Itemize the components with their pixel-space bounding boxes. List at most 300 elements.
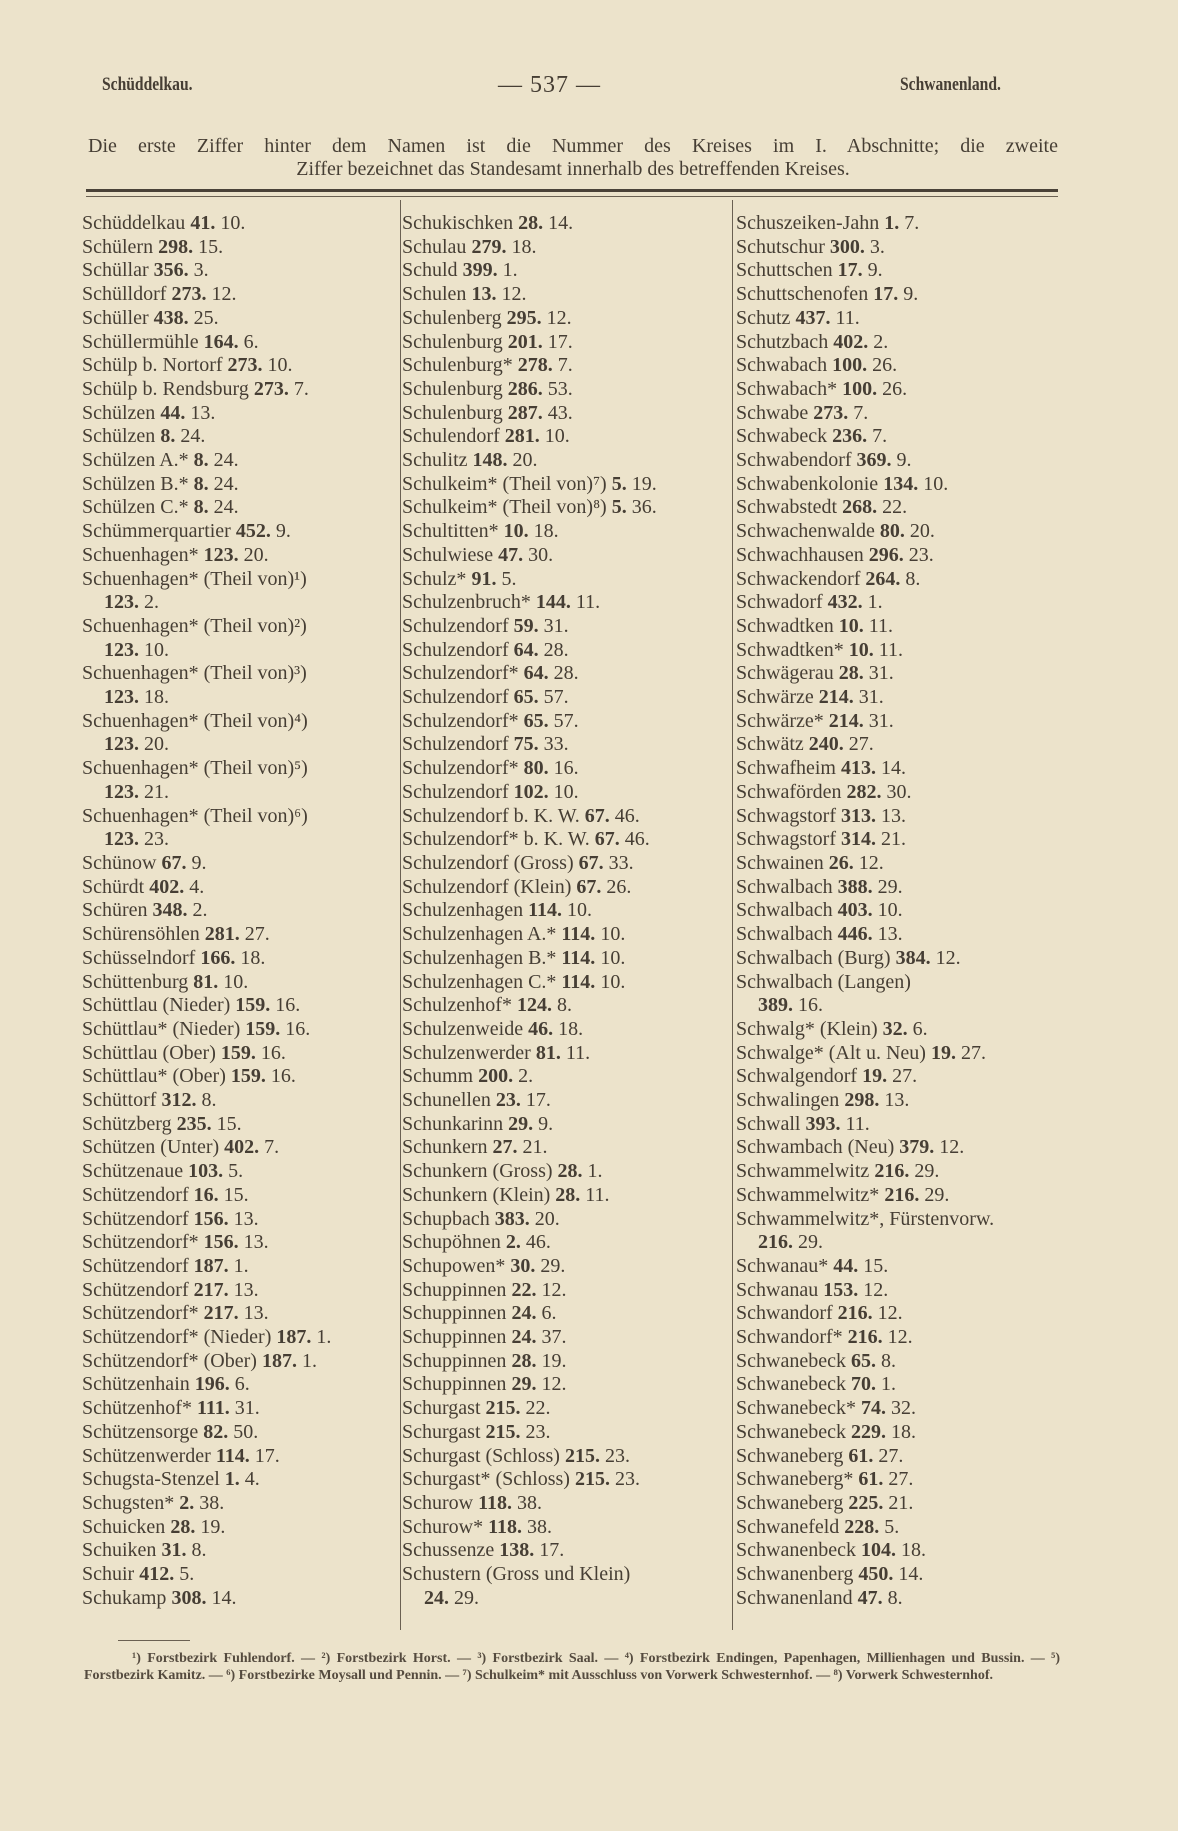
index-entry xyxy=(736,1326,1061,1350)
registry-number: 8. xyxy=(905,567,921,590)
place-name: Schwandorf* xyxy=(736,1326,843,1349)
registry-number: 10. xyxy=(600,970,626,993)
place-name: Schulzendorf xyxy=(402,733,509,756)
index-entry xyxy=(736,757,1061,781)
district-number: 28. xyxy=(838,662,864,685)
index-entry xyxy=(402,331,727,355)
index-entry xyxy=(402,757,727,781)
place-name: Schüttlau (Ober) xyxy=(82,1041,216,1064)
registry-number: 1. xyxy=(301,1349,317,1372)
place-name: Schwalge* (Alt u. Neu) xyxy=(736,1041,926,1064)
place-name: Schulenburg xyxy=(402,330,503,353)
index-entry xyxy=(82,568,407,615)
place-name: Schulkeim* (Theil von)⁸) xyxy=(402,496,607,519)
district-number: 312. xyxy=(161,1089,197,1112)
place-name: Schulzendorf xyxy=(402,614,509,637)
registry-number: 3. xyxy=(193,259,209,282)
place-name: Schwanebeck xyxy=(736,1373,846,1396)
district-number: 216. xyxy=(884,1183,920,1206)
entry-continuation xyxy=(82,733,407,757)
district-number: 215. xyxy=(485,1397,521,1420)
registry-number: 3. xyxy=(869,235,885,258)
registry-number: 15. xyxy=(863,1254,889,1277)
place-name: Schulzendorf xyxy=(402,638,509,661)
place-name: Schulzenhagen C.* xyxy=(402,970,557,993)
district-number: 67. xyxy=(594,828,620,851)
index-entry xyxy=(736,568,1061,592)
registry-number: 6. xyxy=(243,330,259,353)
index-entry xyxy=(82,331,407,355)
place-name: Schulau xyxy=(402,235,467,258)
index-entry xyxy=(82,236,407,260)
place-name: Schützendorf* (Nieder) xyxy=(82,1326,272,1349)
district-number: 24. xyxy=(424,1586,449,1609)
index-entry xyxy=(402,307,727,331)
registry-number: 11. xyxy=(868,614,894,637)
district-number: 29. xyxy=(508,1112,534,1135)
registry-number: 5. xyxy=(179,1563,195,1586)
column-divider xyxy=(732,200,733,1630)
registry-number: 31. xyxy=(858,686,884,709)
registry-number: 21. xyxy=(888,1491,914,1514)
index-entry xyxy=(402,449,727,473)
place-name: Schüllar xyxy=(82,259,149,282)
index-entry xyxy=(736,805,1061,829)
registry-number: 1. xyxy=(316,1326,332,1349)
intro-line-2: Ziffer bezeichnet das Standesamt innerhalb des betreffenden Kreises. xyxy=(296,158,850,180)
registry-number: 13. xyxy=(233,1207,259,1230)
index-entry xyxy=(82,1018,407,1042)
place-name: Schurgast xyxy=(402,1420,481,1443)
place-name: Schwall xyxy=(736,1112,801,1135)
index-entry xyxy=(402,686,727,710)
district-number: 298. xyxy=(844,1089,880,1112)
index-entry xyxy=(82,971,407,995)
place-name: Schwalbach xyxy=(736,899,833,922)
place-name: Schugsten* xyxy=(82,1491,175,1514)
place-name: Schwabach* xyxy=(736,377,838,400)
index-entry xyxy=(82,1089,407,1113)
district-number: 61. xyxy=(848,1444,874,1467)
registry-number: 17. xyxy=(254,1444,280,1467)
district-number: 123. xyxy=(203,543,239,566)
registry-number: 38. xyxy=(199,1491,225,1514)
index-entry xyxy=(402,971,727,995)
place-name: Schwärze* xyxy=(736,709,824,732)
place-name: Schulitz xyxy=(402,449,468,472)
index-entry xyxy=(82,1421,407,1445)
index-entry xyxy=(82,378,407,402)
district-number: 384. xyxy=(895,946,931,969)
place-name: Schunkarinn xyxy=(402,1112,504,1135)
district-number: 356. xyxy=(153,259,189,282)
place-name: Schuenhagen* (Theil von)²) xyxy=(82,614,307,637)
registry-number: 11. xyxy=(835,306,860,329)
place-name: Schuicken xyxy=(82,1515,166,1538)
registry-number: 23. xyxy=(908,543,934,566)
district-number: 44. xyxy=(160,401,186,424)
registry-number: 27. xyxy=(892,1065,918,1088)
district-number: 100. xyxy=(832,354,868,377)
district-number: 432. xyxy=(827,591,863,614)
district-number: 229. xyxy=(850,1420,886,1443)
index-entry xyxy=(82,212,407,236)
district-number: 393. xyxy=(805,1112,841,1135)
registry-number: 20. xyxy=(909,520,935,543)
index-entry xyxy=(402,1516,727,1540)
district-number: 65. xyxy=(523,709,549,732)
registry-number: 4. xyxy=(189,875,205,898)
registry-number: 27. xyxy=(244,923,270,946)
district-number: 118. xyxy=(478,1491,513,1514)
district-number: 295. xyxy=(506,306,542,329)
place-name: Schulkeim* (Theil von)⁷) xyxy=(402,472,607,495)
index-entry xyxy=(82,1184,407,1208)
registry-number: 16. xyxy=(798,994,823,1017)
district-number: 388. xyxy=(837,875,873,898)
registry-number: 9. xyxy=(191,851,207,874)
index-entry xyxy=(402,1042,727,1066)
place-name: Schützendorf xyxy=(82,1278,189,1301)
district-number: 32. xyxy=(882,1017,908,1040)
place-name: Schwalgendorf xyxy=(736,1065,858,1088)
district-number: 412. xyxy=(139,1563,175,1586)
registry-number: 13. xyxy=(243,1302,269,1325)
place-name: Schwaneberg* xyxy=(736,1468,854,1491)
district-number: 30. xyxy=(510,1254,536,1277)
registry-number: 29. xyxy=(914,1160,940,1183)
place-name: Schüren xyxy=(82,899,148,922)
district-number: 46. xyxy=(528,1017,554,1040)
place-name: Schwackendorf xyxy=(736,567,861,590)
index-entry xyxy=(736,544,1061,568)
place-name: Schützen (Unter) xyxy=(82,1136,220,1159)
index-entry xyxy=(736,1350,1061,1374)
registry-number: 46. xyxy=(525,1231,551,1254)
district-number: 81. xyxy=(193,970,219,993)
place-name: Schwadorf xyxy=(736,591,823,614)
district-number: 308. xyxy=(171,1586,207,1609)
index-entry xyxy=(82,307,407,331)
district-number: 114. xyxy=(528,899,562,922)
place-name: Schugsta-Stenzel xyxy=(82,1468,220,1491)
district-number: 313. xyxy=(840,804,876,827)
index-entry xyxy=(736,520,1061,544)
district-number: 31. xyxy=(161,1539,187,1562)
registry-number: 7. xyxy=(264,1136,280,1159)
district-number: 279. xyxy=(471,235,507,258)
registry-number: 14. xyxy=(898,1563,924,1586)
district-number: 278. xyxy=(517,354,553,377)
place-name: Schützensorge xyxy=(82,1420,199,1443)
index-entry xyxy=(402,1492,727,1516)
registry-number: 29. xyxy=(454,1586,479,1609)
registry-number: 10. xyxy=(267,354,293,377)
place-name: Schwabenkolonie xyxy=(736,472,879,495)
registry-number: 23. xyxy=(604,1444,630,1467)
entry-continuation xyxy=(736,994,1061,1018)
place-name: Schülzen C.* xyxy=(82,496,189,519)
district-number: 114. xyxy=(561,970,596,993)
district-number: 74. xyxy=(860,1397,886,1420)
registry-number: 12. xyxy=(541,1278,567,1301)
place-name: Schuir xyxy=(82,1563,135,1586)
registry-number: 23. xyxy=(614,1468,640,1491)
district-number: 65. xyxy=(513,686,539,709)
place-name: Schützendorf xyxy=(82,1183,189,1206)
district-number: 80. xyxy=(523,757,549,780)
registry-number: 7. xyxy=(904,212,920,234)
place-name: Schurow* xyxy=(402,1515,484,1538)
registry-number: 53. xyxy=(547,377,573,400)
place-name: Schwanenland xyxy=(736,1586,853,1609)
district-number: 28. xyxy=(170,1515,196,1538)
registry-number: 8. xyxy=(880,1349,896,1372)
registry-number: 20. xyxy=(512,449,538,472)
registry-number: 2. xyxy=(873,330,889,353)
header-rule-thin xyxy=(86,196,1058,197)
registry-number: 24. xyxy=(213,472,239,495)
index-entry xyxy=(402,1231,727,1255)
registry-number: 10. xyxy=(600,946,626,969)
district-number: 300. xyxy=(829,235,865,258)
district-number: 148. xyxy=(472,449,508,472)
registry-number: 1. xyxy=(233,1254,249,1277)
place-name: Schumm xyxy=(402,1065,474,1088)
place-name: Schülldorf xyxy=(82,283,167,306)
district-number: 134. xyxy=(883,472,919,495)
running-head-left: Schüddelkau. xyxy=(102,74,193,95)
index-entry xyxy=(82,710,407,757)
place-name: Schützendorf* xyxy=(82,1231,199,1254)
place-name: Schukamp xyxy=(82,1586,167,1609)
index-entry xyxy=(402,639,727,663)
index-entry xyxy=(402,733,727,757)
registry-number: 17. xyxy=(547,330,573,353)
place-name: Schulzenbruch* xyxy=(402,591,531,614)
place-name: Schuenhagen* (Theil von)¹) xyxy=(82,567,307,590)
registry-number: 24. xyxy=(180,425,206,448)
index-entry xyxy=(736,283,1061,307)
district-number: 215. xyxy=(485,1420,521,1443)
district-number: 22. xyxy=(511,1278,537,1301)
district-number: 1. xyxy=(224,1468,240,1491)
district-number: 286. xyxy=(507,377,543,400)
place-name: Schwammelwitz*, Fürstenvorw. xyxy=(736,1207,995,1230)
registry-number: 10. xyxy=(923,472,949,495)
index-entry xyxy=(402,1539,727,1563)
registry-number: 30. xyxy=(528,543,554,566)
index-entry xyxy=(82,1042,407,1066)
place-name: Schützendorf* (Ober) xyxy=(82,1349,257,1372)
district-number: 47. xyxy=(857,1586,883,1609)
index-entry xyxy=(736,852,1061,876)
registry-number: 12. xyxy=(541,1373,567,1396)
index-entry xyxy=(736,947,1061,971)
index-entry xyxy=(736,1302,1061,1326)
registry-number: 6. xyxy=(541,1302,557,1325)
place-name: Schüttlau* (Nieder) xyxy=(82,1017,241,1040)
registry-number: 37. xyxy=(541,1326,567,1349)
index-entry xyxy=(736,733,1061,757)
index-entry xyxy=(82,520,407,544)
registry-number: 1. xyxy=(880,1373,896,1396)
district-number: 67. xyxy=(161,851,187,874)
index-entry xyxy=(402,1113,727,1137)
index-entry xyxy=(736,1208,1061,1255)
registry-number: 16. xyxy=(275,994,301,1017)
district-number: 5. xyxy=(611,496,627,519)
place-name: Schulwiese xyxy=(402,543,494,566)
registry-number: 15. xyxy=(216,1112,242,1135)
place-name: Schulzenweide xyxy=(402,1017,524,1040)
place-name: Schwanenbeck xyxy=(736,1539,856,1562)
place-name: Schwanau* xyxy=(736,1254,829,1277)
index-entry xyxy=(402,615,727,639)
place-name: Schwambach (Neu) xyxy=(736,1136,895,1159)
index-entry xyxy=(82,1279,407,1303)
place-name: Schüttorf xyxy=(82,1089,157,1112)
place-name: Schwabe xyxy=(736,401,809,424)
district-number: 200. xyxy=(478,1065,514,1088)
index-entry xyxy=(82,1065,407,1089)
registry-number: 29. xyxy=(798,1231,823,1254)
index-entry xyxy=(736,1587,1061,1611)
place-name: Schutzbach xyxy=(736,330,829,353)
registry-number: 16. xyxy=(285,1017,311,1040)
index-entry xyxy=(736,781,1061,805)
district-number: 114. xyxy=(561,923,596,946)
index-entry xyxy=(736,1113,1061,1137)
registry-number: 31. xyxy=(234,1397,260,1420)
district-number: 438. xyxy=(153,306,189,329)
index-entry xyxy=(402,828,727,852)
index-entry xyxy=(736,449,1061,473)
index-column-2 xyxy=(402,212,727,1610)
index-entry xyxy=(736,899,1061,923)
place-name: Schulzenwerder xyxy=(402,1041,531,1064)
district-number: 67. xyxy=(578,851,604,874)
place-name: Schultitten* xyxy=(402,520,499,543)
place-name: Schwärze xyxy=(736,686,814,709)
index-entry xyxy=(736,923,1061,947)
header-rule-thick xyxy=(86,189,1058,192)
place-name: Schwadtken xyxy=(736,614,834,637)
registry-number: 13. xyxy=(233,1278,259,1301)
place-name: Schuttschenofen xyxy=(736,283,869,306)
district-number: 23. xyxy=(495,1089,521,1112)
registry-number: 24. xyxy=(213,496,239,519)
district-number: 28. xyxy=(555,1183,581,1206)
index-entry xyxy=(736,1184,1061,1208)
district-number: 17. xyxy=(837,259,863,282)
index-entry xyxy=(402,1421,727,1445)
index-entry xyxy=(402,876,727,900)
district-number: 314. xyxy=(840,828,876,851)
place-name: Schuszeiken-Jahn xyxy=(736,212,880,234)
district-number: 282. xyxy=(846,780,882,803)
registry-number: 38. xyxy=(517,1491,543,1514)
registry-number: 31. xyxy=(868,709,894,732)
index-entry xyxy=(402,947,727,971)
registry-number: 15. xyxy=(198,235,224,258)
district-number: 29. xyxy=(511,1373,537,1396)
district-number: 403. xyxy=(837,899,873,922)
index-entry xyxy=(736,828,1061,852)
index-entry xyxy=(736,236,1061,260)
registry-number: 10. xyxy=(544,425,570,448)
district-number: 402. xyxy=(833,330,869,353)
district-number: 13. xyxy=(471,283,497,306)
registry-number: 31. xyxy=(868,662,894,685)
index-entry xyxy=(402,1089,727,1113)
district-number: 27. xyxy=(492,1136,518,1159)
registry-number: 18. xyxy=(558,1017,584,1040)
registry-number: 9. xyxy=(867,259,883,282)
district-number: 59. xyxy=(513,614,539,637)
index-entry xyxy=(736,591,1061,615)
registry-number: 17. xyxy=(539,1539,565,1562)
registry-number: 26. xyxy=(872,354,898,377)
registry-number: 2. xyxy=(144,591,159,614)
registry-number: 46. xyxy=(624,828,650,851)
place-name: Schwätz xyxy=(736,733,804,756)
place-name: Schulenburg xyxy=(402,401,503,424)
place-name: Schwägerau xyxy=(736,662,834,685)
index-entry xyxy=(82,1516,407,1540)
index-entry xyxy=(402,496,727,520)
district-number: 8. xyxy=(160,425,176,448)
index-entry xyxy=(82,947,407,971)
registry-number: 27. xyxy=(888,1468,914,1491)
index-entry xyxy=(736,1255,1061,1279)
place-name: Schwanebeck xyxy=(736,1420,846,1443)
district-number: 402. xyxy=(224,1136,260,1159)
registry-number: 12. xyxy=(877,1302,903,1325)
place-name: Schupowen* xyxy=(402,1254,506,1277)
district-number: 123. xyxy=(104,638,139,661)
registry-number: 8. xyxy=(887,1586,903,1609)
index-entry xyxy=(402,1302,727,1326)
place-name: Schulz* xyxy=(402,567,467,590)
district-number: 8. xyxy=(193,496,209,519)
intro-line-1: Die erste Ziffer hinter dem Namen ist die Nummer des Kreises im I. Abschnitte; die zweite xyxy=(88,135,1058,157)
registry-number: 6. xyxy=(912,1017,928,1040)
registry-number: 50. xyxy=(233,1420,259,1443)
place-name: Schuppinnen xyxy=(402,1302,507,1325)
district-number: 138. xyxy=(499,1539,535,1562)
index-entry xyxy=(82,1373,407,1397)
index-entry xyxy=(82,259,407,283)
index-entry xyxy=(402,1208,727,1232)
index-entry xyxy=(82,1231,407,1255)
index-entry xyxy=(82,757,407,804)
place-name: Schwabendorf xyxy=(736,449,852,472)
index-entry xyxy=(82,283,407,307)
place-name: Schwabeck xyxy=(736,425,828,448)
place-name: Schulzendorf* xyxy=(402,709,519,732)
registry-number: 12. xyxy=(863,1278,889,1301)
entry-continuation xyxy=(736,1231,1061,1255)
place-name: Schwanebeck xyxy=(736,1349,846,1372)
place-name: Schulzendorf xyxy=(402,780,509,803)
place-name: Schülern xyxy=(82,235,154,258)
entry-continuation xyxy=(82,781,407,805)
registry-number: 10. xyxy=(220,212,246,234)
place-name: Schwaneberg xyxy=(736,1444,844,1467)
place-name: Schülp b. Rendsburg xyxy=(82,377,249,400)
district-number: 61. xyxy=(858,1468,884,1491)
